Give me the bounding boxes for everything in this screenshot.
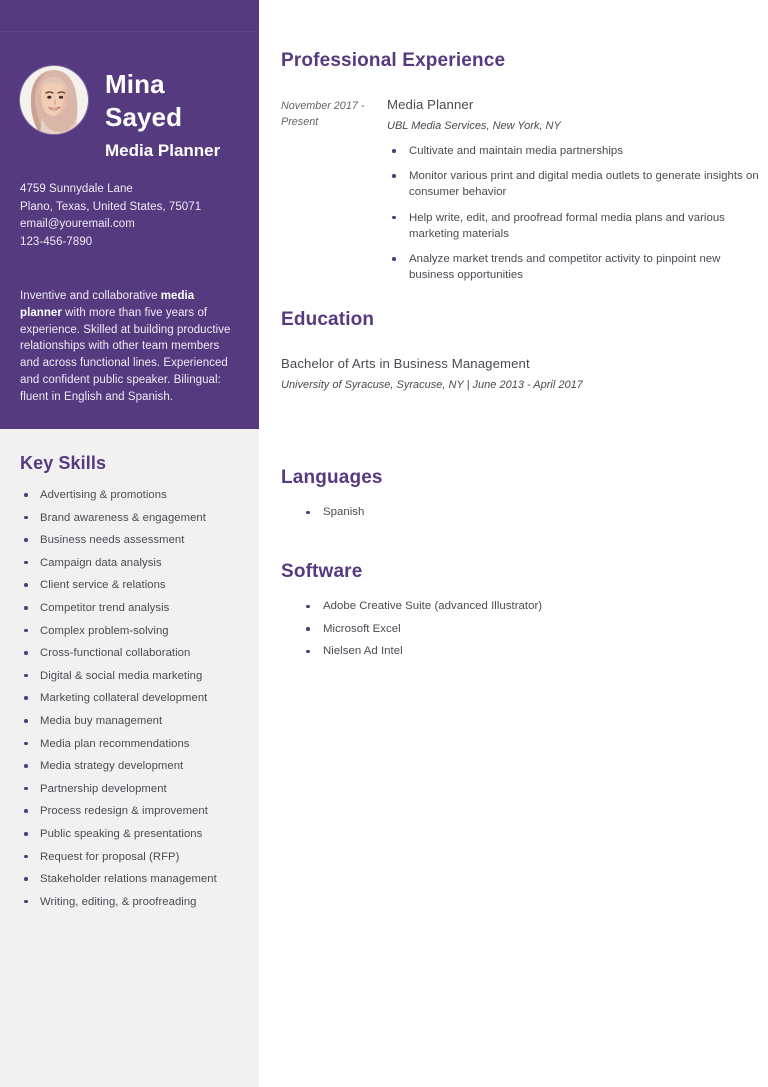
experience-company: UBL Media Services, New York, NY [387,120,561,132]
sidebar-header-block [0,0,259,429]
contact-phone[interactable]: 123-456-7890 [20,235,93,248]
list-item: Advertising & promotions [0,488,259,502]
list-item: Microsoft Excel [281,622,759,637]
list-item: Competitor trend analysis [0,601,259,615]
summary-highlight: media planner [20,290,195,319]
key-skills-heading: Key Skills [20,453,107,473]
languages-list [281,505,759,520]
list-item: Complex problem-solving [0,624,259,638]
contact-email[interactable]: email@youremail.com [20,218,135,230]
experience-details [387,96,759,292]
list-item: Cross-functional collaboration [0,646,259,660]
software-list [281,599,759,659]
list-item: Writing, editing, & proofreading [0,895,259,909]
software-section [281,561,759,667]
list-item: Spanish [281,505,759,520]
list-item: Cultivate and maintain media partnerships [387,143,759,159]
contact-block [20,181,245,251]
list-item: Brand awareness & engagement [0,511,259,525]
list-item: Nielsen Ad Intel [281,644,759,659]
list-item: Public speaking & presentations [0,827,259,841]
list-item: Monitor various print and digital media outlets to generate insights on consumer behavior [387,168,759,200]
education-school: University of Syracuse, Syracuse, NY | June 2013 - April 2017 [281,379,583,391]
software-heading: Software [281,561,363,582]
experience-dates: November 2017 - Present [281,100,365,128]
professional-experience-section [281,50,759,292]
list-item: Marketing collateral development [0,691,259,705]
list-item: Digital & social media marketing [0,669,259,683]
key-skills-list [0,488,259,909]
list-item: Business needs assessment [0,533,259,547]
main-column [259,0,768,1087]
name-block [105,66,220,162]
list-item: Analyze market trends and competitor activity to pinpoint new business opportunities [387,251,759,283]
contact-city: Plano, Texas, United States, 75071 [20,200,202,213]
languages-heading: Languages [281,467,383,488]
key-skills-section [0,429,259,917]
summary-part-2: with more than five years of experience. Skilled at building productive relationships with other team members and across functional lines. Experienced and confident public speaker. Bilingual: fluent in English and Spanish. [20,306,231,403]
list-item: Process redesign & improvement [0,804,259,818]
avatar [20,66,88,134]
list-item: Adobe Creative Suite (advanced Illustrator) [281,599,759,614]
list-item: Media buy management [0,714,259,728]
identity-block [20,66,220,162]
portrait-photo-icon [20,66,88,134]
experience-role: Media Planner [387,97,474,112]
first-name: Mina [105,69,165,99]
languages-section [281,467,759,528]
last-name: Sayed [105,102,183,132]
list-item: Stakeholder relations management [0,872,259,886]
job-title: Media Planner [105,141,221,160]
list-item: Help write, edit, and proofread formal media plans and various marketing materials [387,210,759,242]
list-item: Partnership development [0,782,259,796]
summary-part-1: Inventive and collaborative [20,290,161,302]
education-heading: Education [281,309,375,330]
list-item: Campaign data analysis [0,556,259,570]
education-degree: Bachelor of Arts in Business Management [281,356,530,371]
contact-street: 4759 Sunnydale Lane [20,183,133,195]
list-item: Request for proposal (RFP) [0,850,259,864]
education-section [281,309,759,393]
professional-experience-heading: Professional Experience [281,50,506,71]
list-item: Client service & relations [0,578,259,592]
professional-summary [20,288,238,406]
experience-entry [281,96,759,292]
list-item: Media strategy development [0,759,259,773]
list-item: Media plan recommendations [0,737,259,751]
sidebar-top-bar [0,0,259,32]
experience-bullet-list [387,143,759,283]
sidebar [0,0,259,1087]
